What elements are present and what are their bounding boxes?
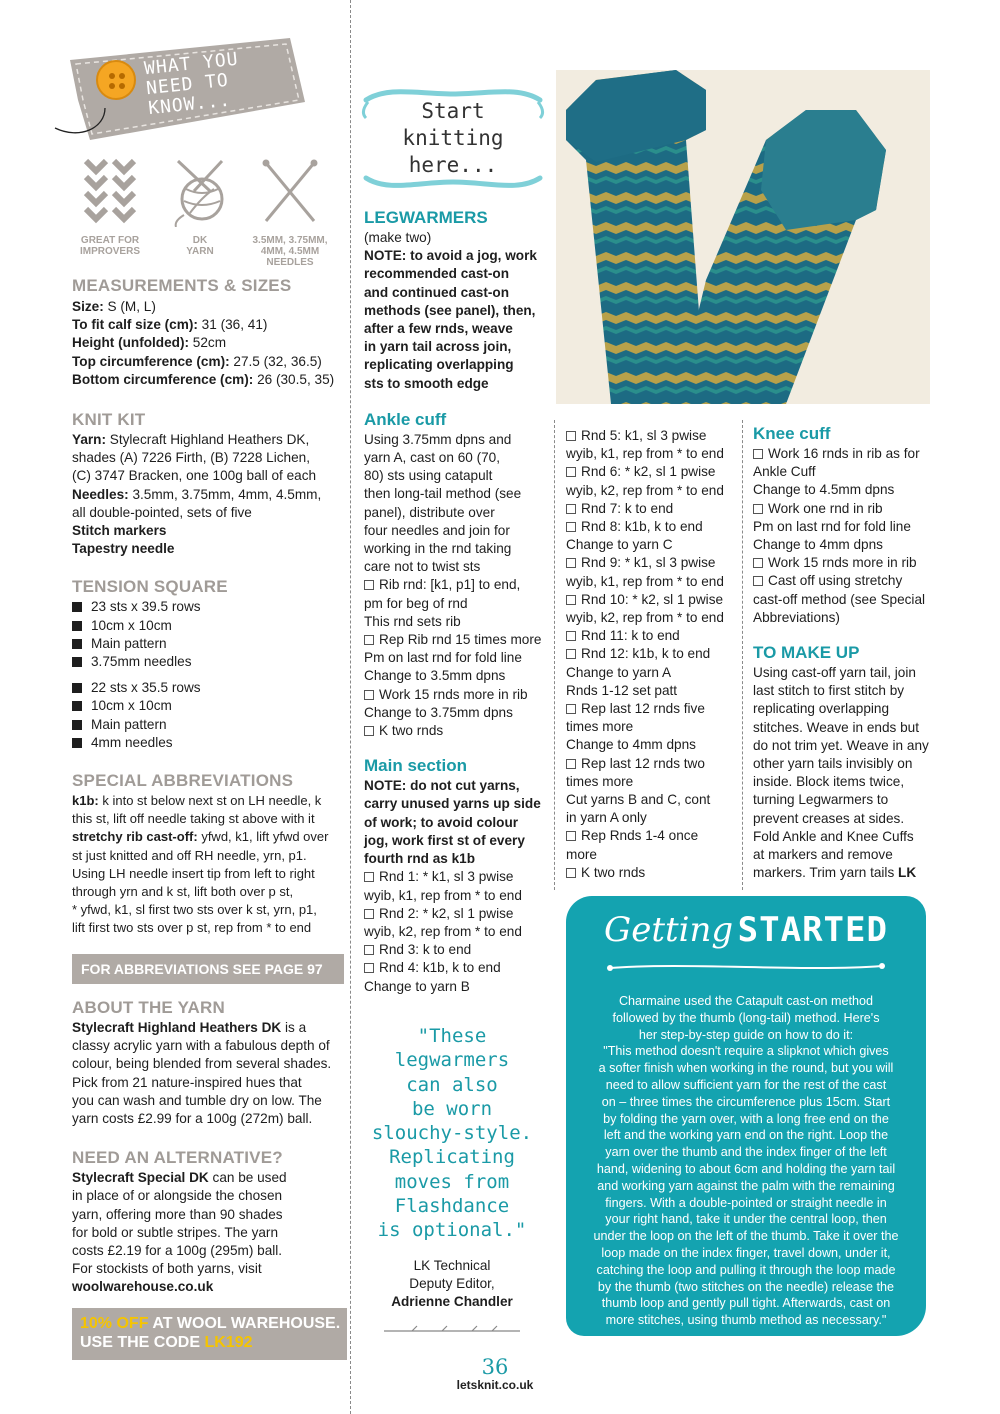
make-up-last-line: markers. Trim yarn tails LK: [753, 865, 917, 881]
step-line: thumb loop and gently pull tight. Afterwards, cast on: [601, 1296, 891, 1311]
step-line: Rib rnd: [k1, p1] to end,: [364, 576, 554, 594]
abbreviations-page-bar: FOR ABBREVIATIONS SEE PAGE 97: [72, 954, 344, 984]
icon-label: 3.5MM, 3.75MM,: [252, 235, 328, 246]
step-line: Using cast-off yarn tail, join: [753, 665, 916, 681]
tension-item: 10cm x 10cm: [72, 697, 347, 715]
ankle-cuff-steps: [364, 431, 554, 740]
checkbox-icon[interactable]: [566, 868, 576, 878]
step-line: K two rnds: [566, 864, 746, 882]
icon-item: [240, 155, 340, 268]
legwarmers-illustration: [556, 70, 930, 404]
step-line: Change to 3.5mm dpns: [364, 668, 506, 684]
step-line: four needles and join for: [364, 522, 510, 538]
step-line: 80) sts using catapult: [364, 468, 493, 484]
getting-started-text: [572, 993, 920, 1329]
abbr-line: Using LH needle insert tip from left to right: [72, 865, 315, 881]
step-line: at markers and remove: [753, 847, 893, 863]
step-line: Rep last 12 rnds two: [566, 755, 746, 773]
kit-line: Yarn: Stylecraft Highland Heathers DK,: [72, 432, 310, 448]
rounds-column: [566, 427, 746, 882]
step-line: This rnd sets rib: [364, 613, 461, 629]
yarn-line: colour, being blended from several shades.: [72, 1056, 332, 1072]
icon-label: IMPROVERS: [79, 246, 140, 257]
step-line: Rnd 12: k1b, k to end: [566, 645, 746, 663]
icon-row: [60, 155, 340, 270]
yarn-line: Stylecraft Highland Heathers DK is a: [72, 1020, 307, 1035]
abbr-line: st just knitted and off RH needle, yrn, p1.: [72, 847, 307, 863]
checkbox-icon[interactable]: [753, 449, 763, 459]
icon-item: [165, 155, 235, 257]
kit-line: Stitch markers: [72, 523, 167, 539]
measurement-row: Bottom circumference (cm): 26 (30.5, 35): [72, 371, 335, 387]
alternative-heading: NEED AN ALTERNATIVE?: [72, 1148, 283, 1168]
tension-item: 10cm x 10cm: [72, 617, 347, 635]
about-yarn-text: [72, 1019, 347, 1128]
tension-item: 3.75mm needles: [72, 653, 347, 671]
step-line: panel), distribute over: [364, 504, 495, 520]
knee-cuff-steps: [753, 445, 943, 627]
page-number: 36: [481, 1355, 509, 1379]
step-line: Rnd 4: k1b, k to end: [364, 959, 554, 977]
step-line: Rep Rnds 1-4 once: [566, 827, 746, 845]
checkbox-icon[interactable]: [364, 635, 374, 645]
step-line: times more: [566, 719, 634, 735]
offer-line: 10% OFF AT WOOL WAREHOUSE.: [80, 1315, 341, 1332]
title-underline: [606, 960, 886, 974]
step-line: Rnd 9: * k1, sl 3 pwise: [566, 554, 746, 572]
step-line: catching the loop and pulling it through the loop made: [596, 1262, 896, 1277]
rounds-steps: [566, 427, 746, 882]
needles-icon: [260, 155, 320, 227]
right-column: [753, 424, 943, 882]
alt-line: woolwarehouse.co.uk: [72, 1279, 214, 1295]
step-line: wyib, k1, rep from * to end: [566, 446, 724, 462]
step-line: Rnd 7: k to end: [566, 500, 746, 518]
getting-started-panel: [566, 896, 926, 1336]
alt-line: costs £2.19 for a 100g (295m) ball.: [72, 1243, 283, 1259]
button-icon: [96, 60, 136, 100]
checkbox-icon[interactable]: [364, 945, 374, 955]
step-line: under the loop on the left of the thumb. Take it over the: [593, 1229, 899, 1244]
step-line: "This method doesn't require a slipknot which gives: [603, 1044, 889, 1059]
knit-kit-heading: KNIT KIT: [72, 410, 146, 430]
step-line: Fold Ankle and Knee Cuffs: [753, 828, 914, 844]
tension-item: 23 sts x 39.5 rows: [72, 598, 347, 616]
step-line: Rnd 8: k1b, k to end: [566, 518, 746, 536]
step-line: on – three times the circumference plus 15cm. Start: [601, 1094, 891, 1109]
main-section-note: NOTE: do not cut yarns, carry unused yarns up side of work; to avoid colour jog, work first st of every fourth rnd as k1b: [364, 778, 541, 867]
step-line: yarn over the thumb and the index finger of the left: [605, 1145, 887, 1160]
alt-line: For stockists of both yarns, visit: [72, 1261, 262, 1277]
checkbox-icon[interactable]: [566, 431, 576, 441]
step-line: your right hand, take it under the central loop, then: [605, 1212, 887, 1227]
quote-divider: [382, 1323, 522, 1339]
abbr-line: stretchy rib cast-off: yfwd, k1, lift yfwd over: [72, 829, 329, 845]
start-knitting-text: Start knitting here...: [402, 99, 504, 177]
step-line: in yarn A only: [566, 810, 647, 826]
icon-item: [70, 155, 150, 257]
step-line: Rnd 10: * k2, sl 1 pwise: [566, 591, 746, 609]
step-line: Rnd 1: * k1, sl 3 pwise: [364, 868, 554, 886]
kit-line: Needles: 3.5mm, 3.75mm, 4mm, 4.5mm,: [72, 486, 322, 502]
step-line: Pm on last rnd for fold line: [753, 518, 911, 534]
checkbox-icon[interactable]: [566, 467, 576, 477]
step-line: Work 15 rnds more in rib: [753, 554, 943, 572]
step-line: Change to 4.5mm dpns: [753, 482, 895, 498]
abbr-line: * yfwd, k1, sl first two sts over k st, yrn, p1,: [72, 902, 317, 918]
main-section-steps: [364, 868, 554, 995]
step-line: by the thumb (two stitches on the needle) release the: [597, 1279, 895, 1294]
step-line: fingers. With a double-pointed or straight needle in: [605, 1195, 887, 1210]
checkbox-icon[interactable]: [753, 558, 763, 568]
page-footer: [440, 1356, 550, 1392]
step-line: Rep last 12 rnds five: [566, 700, 746, 718]
step-line: Rnd 2: * k2, sl 1 pwise: [364, 905, 554, 923]
make-up-heading: TO MAKE UP: [753, 643, 860, 663]
measurements-list: [72, 298, 347, 389]
alt-line: in place of or alongside the chosen: [72, 1188, 283, 1204]
checkbox-icon[interactable]: [566, 704, 576, 714]
offer-box: [72, 1308, 347, 1360]
abbr-line: through yrn and k st, lift both over p st,: [72, 884, 294, 900]
step-line: Work 16 rnds in rib as for: [753, 445, 943, 463]
knit-stitch-icon: [80, 155, 140, 227]
icon-label: YARN: [186, 246, 214, 257]
step-line: Rnd 11: k to end: [566, 627, 746, 645]
tension-item: 22 sts x 35.5 rows: [72, 679, 347, 697]
step-line: Work 15 rnds more in rib: [364, 686, 554, 704]
step-line: followed by the thumb (long-tail) method. Here's: [612, 1010, 880, 1025]
icon-label: DK: [192, 235, 208, 246]
step-line: and working yarn against the palm with the remaining: [597, 1178, 895, 1193]
what-you-need-banner: [50, 30, 310, 150]
left-column-lower: [72, 998, 347, 1297]
step-line: pm for beg of rnd: [364, 595, 468, 611]
step-line: more: [566, 846, 597, 862]
step-line: her step-by-step guide on how to do it:: [638, 1027, 854, 1042]
checkbox-icon[interactable]: [566, 831, 576, 841]
checkbox-icon[interactable]: [364, 726, 374, 736]
step-line: prevent creases at sides.: [753, 810, 905, 826]
yarn-line: classy acrylic yarn with a fabulous depth of: [72, 1038, 330, 1054]
kit-line: all double-pointed, sets of five: [72, 504, 252, 520]
icon-label: NEEDLES: [266, 257, 314, 268]
checkbox-icon[interactable]: [364, 580, 374, 590]
ankle-cuff-heading: Ankle cuff: [364, 409, 447, 429]
kit-line: shades (A) 7226 Firth, (B) 7228 Lichen,: [72, 450, 311, 466]
checkbox-icon[interactable]: [364, 872, 374, 882]
kit-line: Tapestry needle: [72, 541, 175, 557]
legwarmers-note: NOTE: to avoid a jog, work recommended cast-on and continued cast-on methods (see panel), then, after a few rnds, weave in yarn tail across join, replicating overlapping sts to smooth edge: [364, 248, 537, 391]
icon-label: GREAT FOR: [80, 235, 140, 246]
step-line: more stitches, using thumb method as necessary.": [605, 1313, 887, 1328]
yarn-line: yarn costs £2.99 for a 100g (272m) ball.: [72, 1111, 313, 1127]
step-line: last stitch to first stitch by: [753, 683, 905, 699]
step-line: turning Legwarmers to: [753, 792, 889, 808]
measurement-row: Height (unfolded): 52cm: [72, 335, 227, 351]
yarn-line: Pick from 21 nature-inspired hues that: [72, 1074, 302, 1090]
step-line: inside. Block items twice,: [753, 774, 905, 790]
checkbox-icon[interactable]: [364, 909, 374, 919]
abbr-line: k1b: k into st below next st on LH needle, k: [72, 793, 322, 809]
step-line: Rnd 6: * k2, sl 1 pwise: [566, 463, 746, 481]
step-line: cast-off method (see Special: [753, 591, 926, 607]
step-line: replicating overlapping: [753, 701, 890, 717]
start-knitting-banner: [358, 82, 548, 194]
quote-attribution: LK Technical Deputy Editor, Adrienne Chandler: [391, 1257, 513, 1310]
step-line: Charmaine used the Catapult cast-on method: [618, 994, 874, 1008]
step-line: Change to 3.75mm dpns: [364, 704, 513, 720]
knit-kit-list: [72, 431, 347, 558]
abbreviations-heading: SPECIAL ABBREVIATIONS: [72, 771, 294, 791]
step-line: Change to 4mm dpns: [566, 737, 696, 753]
step-line: Rep Rib rnd 15 times more: [364, 631, 554, 649]
tension-item: 4mm needles: [72, 734, 347, 752]
step-line: working in the rnd taking: [364, 541, 512, 557]
kit-line: (C) 3747 Bracken, one 100g ball of each: [72, 468, 317, 484]
site-url[interactable]: letsknit.co.uk: [456, 1378, 534, 1392]
step-line: K two rnds: [364, 722, 554, 740]
pull-quote: [352, 1024, 552, 1344]
step-line: Abbreviations): [753, 609, 840, 625]
checkbox-icon[interactable]: [566, 522, 576, 532]
yarn-line: you can wash and tumble dry on low. The: [72, 1092, 322, 1108]
step-line: wyib, k2, rep from * to end: [566, 482, 724, 498]
measurement-row: Size: S (M, L): [72, 299, 156, 314]
yarn-ball-icon: [170, 155, 230, 227]
offer-line: USE THE CODE LK192: [80, 1334, 253, 1351]
abbr-line: this st, lift off needle taking st above with it: [72, 811, 315, 827]
tension-item: Main pattern: [72, 716, 347, 734]
step-line: Rnds 1-12 set patt: [566, 682, 678, 698]
step-line: Change to yarn C: [566, 537, 673, 553]
column-divider: [554, 420, 555, 890]
step-line: Cast off using stretchy: [753, 572, 943, 590]
checkbox-icon[interactable]: [566, 595, 576, 605]
alt-line: yarn, offering more than 90 shades: [72, 1206, 283, 1222]
checkbox-icon[interactable]: [566, 558, 576, 568]
abbr-line: lift first two sts over p st, rep from * to end: [72, 920, 312, 936]
step-line: wyib, k2, rep from * to end: [566, 610, 724, 626]
step-line: wyib, k1, rep from * to end: [566, 573, 724, 589]
step-line: yarn A, cast on 60 (70,: [364, 450, 501, 466]
step-line: care not to twist sts: [364, 559, 481, 575]
step-line: wyib, k1, rep from * to end: [364, 887, 522, 903]
banner-title: WHAT YOU NEED TO KNOW...: [143, 48, 240, 120]
step-line: wyib, k2, rep from * to end: [364, 923, 522, 939]
icon-label: 4MM, 4.5MM: [260, 246, 320, 257]
step-line: do not trim yet. Weave in any: [753, 737, 929, 753]
step-line: Change to yarn B: [364, 978, 470, 994]
legwarmers-heading: LEGWARMERS: [364, 208, 488, 227]
step-line: need to allow sufficient yarn for the rest of the cast: [605, 1077, 887, 1092]
step-line: a softer finish when working in the round, but you will: [598, 1061, 894, 1076]
tension-item: Main pattern: [72, 635, 347, 653]
step-line: Change to 4mm dpns: [753, 537, 883, 553]
checkbox-icon[interactable]: [364, 690, 374, 700]
checkbox-icon[interactable]: [753, 504, 763, 514]
alternative-text: [72, 1169, 347, 1296]
getting-started-title: Getting STARTED: [604, 910, 888, 950]
step-line: Rnd 3: k to end: [364, 941, 554, 959]
step-line: Work one rnd in rib: [753, 500, 943, 518]
checkbox-icon[interactable]: [566, 759, 576, 769]
alt-line: for bold or subtle stripes. The yarn: [72, 1224, 279, 1240]
step-line: Ankle Cuff: [753, 464, 816, 480]
step-line: Rnd 5: k1, sl 3 pwise: [566, 427, 746, 445]
left-column: [72, 276, 347, 938]
alt-line: Stylecraft Special DK can be used: [72, 1170, 287, 1186]
step-line: Cut yarns B and C, cont: [566, 792, 711, 808]
legwarmers-sub: (make two): [364, 230, 432, 245]
checkbox-icon[interactable]: [364, 963, 374, 973]
tension-list: [72, 598, 347, 752]
tension-heading: TENSION SQUARE: [72, 577, 228, 597]
step-line: stitches. Weave in ends but: [753, 719, 919, 735]
about-yarn-heading: ABOUT THE YARN: [72, 998, 225, 1017]
measurement-row: To fit calf size (cm): 31 (36, 41): [72, 317, 268, 333]
step-line: by folding the yarn over, with a long free end on the: [603, 1111, 889, 1126]
checkbox-icon[interactable]: [566, 631, 576, 641]
checkbox-icon[interactable]: [753, 576, 763, 586]
step-line: times more: [566, 773, 634, 789]
step-line: left and the working yarn end on the right. Loop the: [603, 1128, 889, 1143]
quote-text: "These legwarmers can also be worn slouchy-style. Replicating moves from Flashdance is optional.": [371, 1025, 533, 1242]
make-up-text: [753, 664, 943, 864]
measurement-row: Top circumference (cm): 27.5 (32, 36.5): [72, 353, 322, 369]
middle-column: [364, 208, 554, 996]
step-line: other yarn tails invisibly on: [753, 756, 913, 772]
legwarmers-photo: [556, 70, 930, 404]
measurements-heading: MEASUREMENTS & SIZES: [72, 276, 292, 295]
column-divider: [350, 0, 351, 1414]
step-line: Pm on last rnd for fold line: [364, 650, 522, 666]
knee-cuff-heading: Knee cuff: [753, 424, 831, 443]
step-line: then long-tail method (see: [364, 486, 522, 502]
checkbox-icon[interactable]: [566, 649, 576, 659]
step-line: hand, widening to about 6cm and holding the yarn tail: [596, 1161, 896, 1176]
step-line: Using 3.75mm dpns and: [364, 431, 512, 447]
checkbox-icon[interactable]: [566, 504, 576, 514]
step-line: Change to yarn A: [566, 664, 672, 680]
step-line: loop made on the index finger, travel down, under it,: [601, 1245, 891, 1260]
abbreviations-list: [72, 792, 347, 938]
main-section-heading: Main section: [364, 756, 467, 776]
